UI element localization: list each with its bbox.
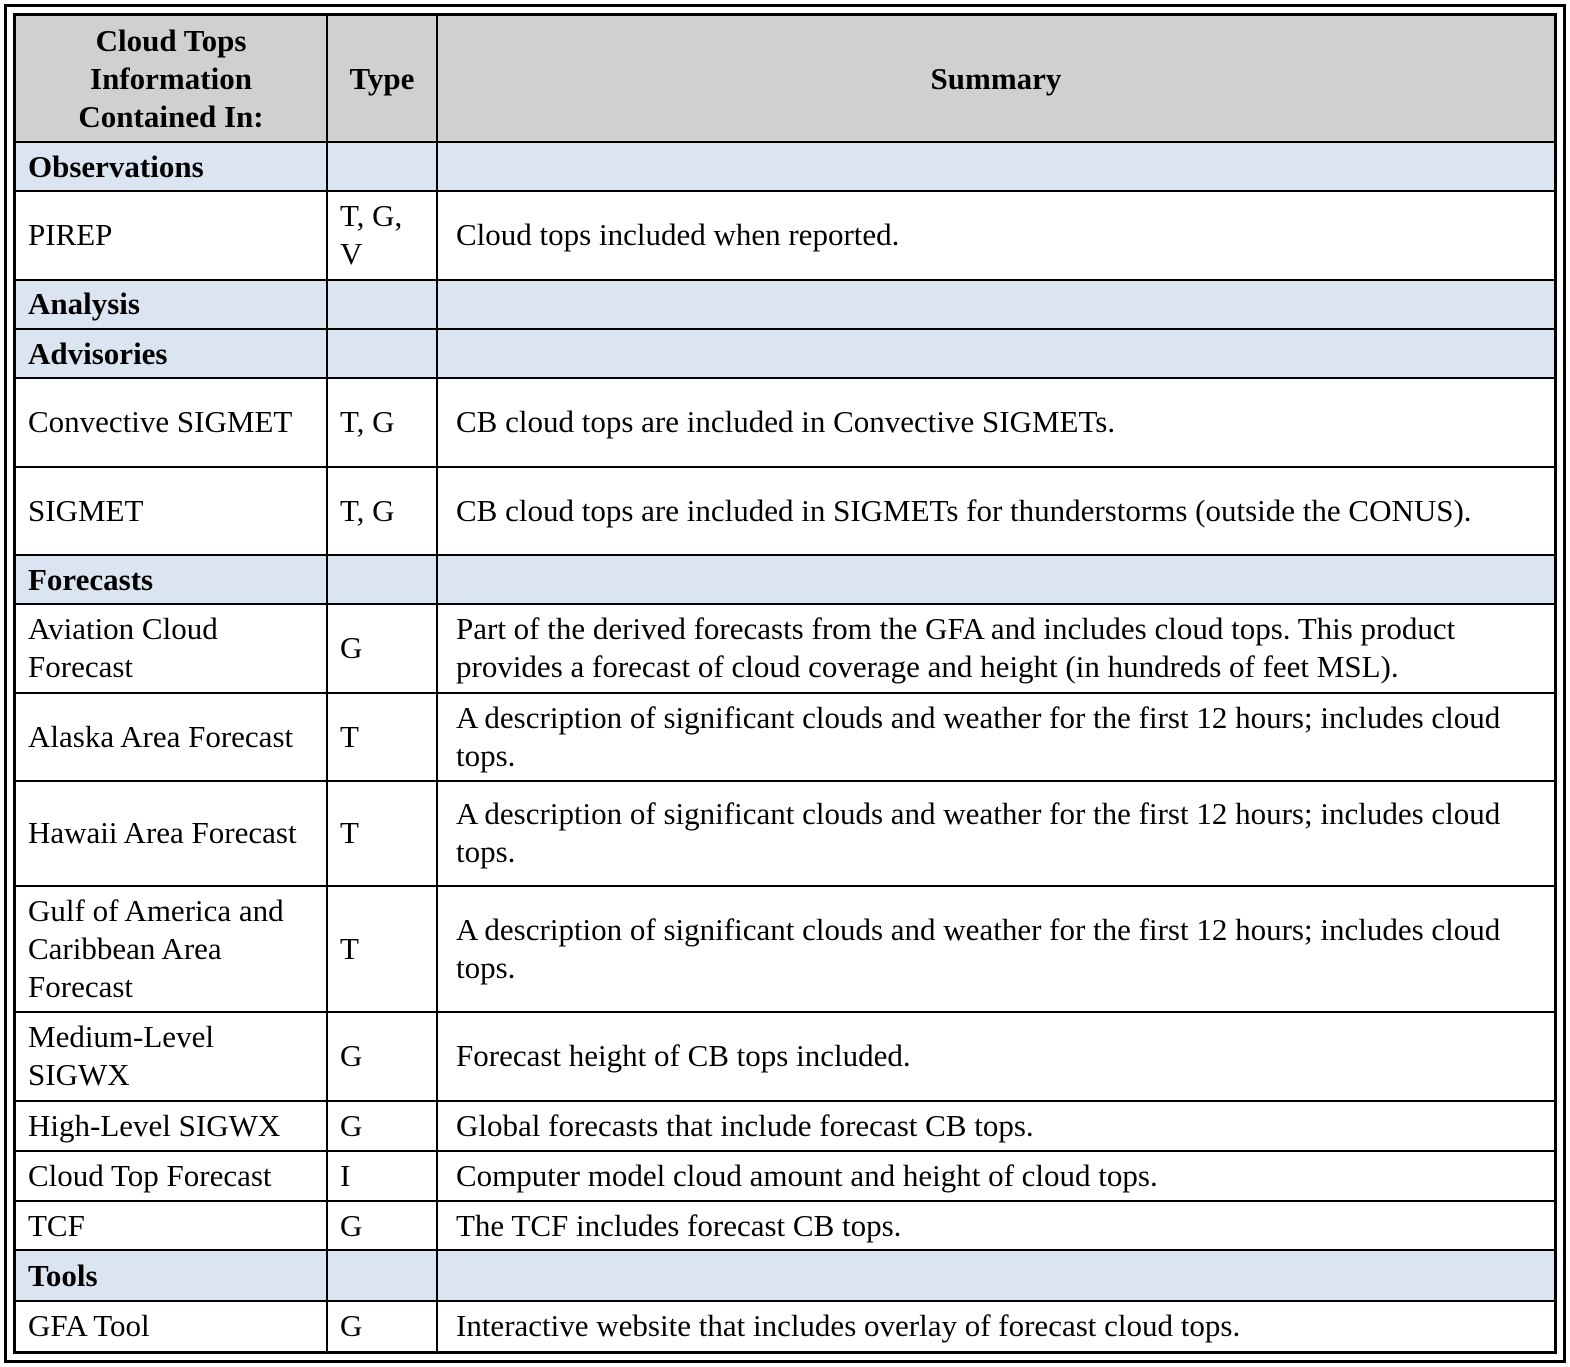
table-row — [16, 555, 1554, 604]
table-row — [16, 280, 1554, 329]
table-row — [16, 142, 1554, 191]
row-source: Cloud Top Forecast — [16, 1151, 327, 1201]
table-row — [16, 781, 1554, 886]
row-summary: CB cloud tops are included in Convective SIGMETs. — [437, 378, 1554, 466]
table-row — [16, 604, 1554, 692]
row-source: Aviation Cloud Forecast — [16, 604, 327, 692]
row-source: TCF — [16, 1201, 327, 1250]
row-summary: A description of significant clouds and weather for the first 12 hours; includes cloud tops. — [437, 886, 1554, 1013]
row-type: G — [327, 604, 437, 692]
row-source: Alaska Area Forecast — [16, 693, 327, 781]
row-type — [327, 555, 437, 604]
table-row — [16, 1201, 1554, 1250]
row-type: T, G — [327, 467, 437, 555]
row-summary: The TCF includes forecast CB tops. — [437, 1201, 1554, 1250]
row-source: Gulf of America and Caribbean Area Forecast — [16, 886, 327, 1013]
row-summary: CB cloud tops are included in SIGMETs for thunderstorms (outside the CONUS). — [437, 467, 1554, 555]
row-type: T — [327, 886, 437, 1013]
row-source: SIGMET — [16, 467, 327, 555]
header-summary: Summary — [437, 16, 1554, 142]
table-row — [16, 886, 1554, 1013]
table-row — [16, 378, 1554, 466]
row-summary: Computer model cloud amount and height of cloud tops. — [437, 1151, 1554, 1201]
row-summary — [437, 555, 1554, 604]
row-source: Advisories — [16, 329, 327, 378]
row-summary — [437, 280, 1554, 329]
row-source: Convective SIGMET — [16, 378, 327, 466]
header-row — [16, 16, 1554, 142]
row-type: T — [327, 781, 437, 886]
row-source: Tools — [16, 1250, 327, 1300]
row-summary: Forecast height of CB tops included. — [437, 1012, 1554, 1100]
row-type: G — [327, 1201, 437, 1250]
row-type: I — [327, 1151, 437, 1201]
row-source: Medium-Level SIGWX — [16, 1012, 327, 1100]
row-summary: A description of significant clouds and weather for the first 12 hours; includes cloud tops. — [437, 693, 1554, 781]
row-summary: Interactive website that includes overlay of forecast cloud tops. — [437, 1301, 1554, 1351]
table-row — [16, 191, 1554, 279]
header-source: Cloud Tops Information Contained In: — [16, 16, 327, 142]
row-type — [327, 142, 437, 191]
table-row — [16, 467, 1554, 555]
row-summary: Cloud tops included when reported. — [437, 191, 1554, 279]
row-type: T, G, V — [327, 191, 437, 279]
row-summary: A description of significant clouds and weather for the first 12 hours; includes cloud tops. — [437, 781, 1554, 886]
row-type — [327, 280, 437, 329]
row-source: Analysis — [16, 280, 327, 329]
row-summary — [437, 1250, 1554, 1300]
table-row — [16, 1101, 1554, 1151]
table-row — [16, 329, 1554, 378]
row-type — [327, 1250, 437, 1300]
table-row — [16, 693, 1554, 781]
row-type: T — [327, 693, 437, 781]
table-row — [16, 1012, 1554, 1100]
table-row — [16, 1301, 1554, 1351]
row-type: G — [327, 1301, 437, 1351]
row-type: G — [327, 1101, 437, 1151]
row-summary: Part of the derived forecasts from the GFA and includes cloud tops. This product provides a forecast of cloud coverage and height (in hundreds of feet MSL). — [437, 604, 1554, 692]
row-source: GFA Tool — [16, 1301, 327, 1351]
table-row — [16, 1151, 1554, 1201]
row-summary — [437, 142, 1554, 191]
row-source: Observations — [16, 142, 327, 191]
row-type — [327, 329, 437, 378]
cloud-tops-table — [16, 16, 1554, 1351]
row-source: High-Level SIGWX — [16, 1101, 327, 1151]
row-source: Hawaii Area Forecast — [16, 781, 327, 886]
table-row — [16, 1250, 1554, 1300]
row-type: T, G — [327, 378, 437, 466]
header-type: Type — [327, 16, 437, 142]
row-type: G — [327, 1012, 437, 1100]
row-source: Forecasts — [16, 555, 327, 604]
row-source: PIREP — [16, 191, 327, 279]
row-summary: Global forecasts that include forecast CB tops. — [437, 1101, 1554, 1151]
row-summary — [437, 329, 1554, 378]
